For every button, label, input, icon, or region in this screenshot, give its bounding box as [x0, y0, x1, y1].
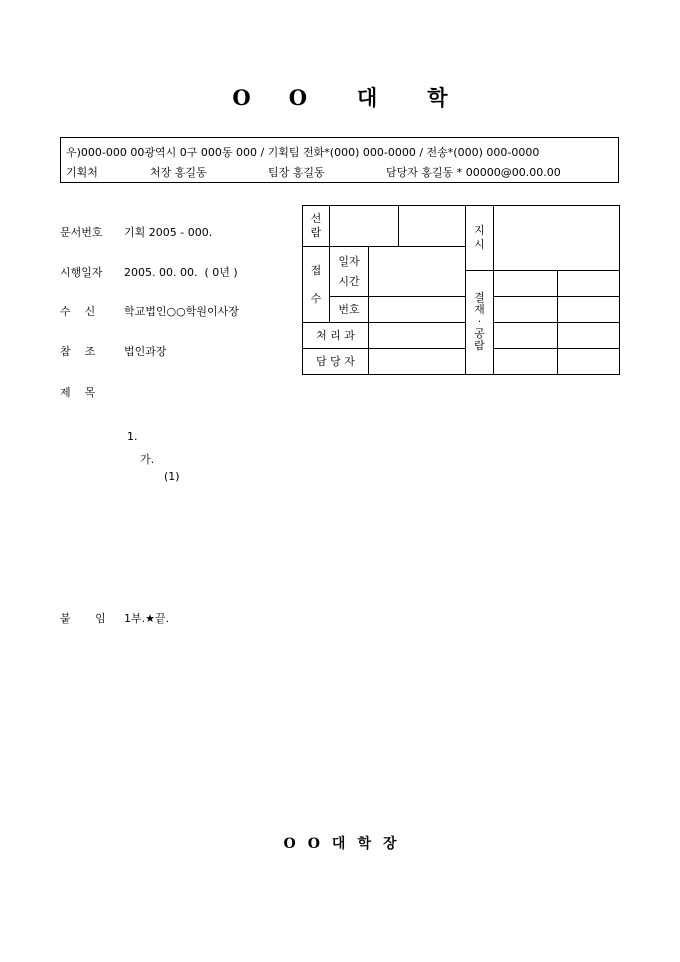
jisi-cell: 지 시 [466, 206, 494, 271]
gyeoljae-entry-3a[interactable] [494, 323, 558, 349]
cheori-entry[interactable] [369, 323, 466, 349]
contact-person: 담당자 홍길동 * 00000@00.00.00 [386, 166, 561, 179]
approval-table [302, 205, 620, 375]
closing-char: 대 [331, 836, 346, 852]
attachment-value: 1부.★끝. [124, 612, 170, 625]
director-name: 처장 홍길동 [150, 166, 207, 179]
gyeoljae-entry-2b[interactable] [558, 297, 620, 323]
doc-number-label: 문서번호 [60, 226, 103, 239]
ilja-sigan-entry[interactable] [369, 247, 466, 297]
gyeoljae-entry-4a[interactable] [494, 349, 558, 375]
office-name: 기획처 [66, 166, 98, 179]
gyeoljae-cell: 결 재 · 공 람 [466, 271, 494, 375]
team-leader-name: 팀장 홍길동 [268, 166, 325, 179]
date-label: 시행일자 [60, 266, 103, 279]
doc-number-value: 기획 2005 - 000. [124, 226, 213, 239]
closing-signature [0, 833, 680, 853]
jisi-entry[interactable] [494, 206, 620, 271]
closing-char: O [283, 836, 296, 852]
body-item-2: 가. [140, 453, 155, 466]
gyeoljae-entry-2a[interactable] [494, 297, 558, 323]
cheori-cell: 처 리 과 [303, 323, 369, 349]
body-item-1: 1. [127, 430, 138, 443]
seonram-cell: 선 람 [303, 206, 330, 247]
damdang-cell: 담 당 자 [303, 349, 369, 375]
damdang-entry[interactable] [369, 349, 466, 375]
beonho-entry[interactable] [369, 297, 466, 323]
title-char: O [232, 85, 251, 110]
date-value: 2005. 00. 00. ( 0년 ) [124, 266, 238, 279]
gyeoljae-entry-1a[interactable] [494, 271, 558, 297]
closing-char: O [307, 836, 320, 852]
beonho-cell: 번호 [330, 297, 369, 323]
attachment-label: 붙 임 [60, 612, 106, 625]
ilja-sigan-cell: 일자 시간 [330, 247, 369, 297]
closing-char: 학 [357, 836, 371, 852]
closing-char: 장 [382, 836, 397, 852]
reference-label: 참 조 [60, 345, 96, 358]
title-char: O [288, 85, 307, 110]
document-title [0, 82, 680, 112]
title-char: 학 [427, 85, 448, 110]
reference-value: 법인과장 [124, 345, 167, 358]
seonram-entry-a[interactable] [330, 206, 399, 247]
body-item-3: (1) [164, 470, 180, 483]
subject-label: 제 목 [60, 386, 96, 399]
title-char: 대 [357, 85, 378, 110]
gyeoljae-entry-4b[interactable] [558, 349, 620, 375]
seonram-entry-b[interactable] [399, 206, 466, 247]
recipient-label: 수 신 [60, 305, 96, 318]
recipient-value: 학교법인○○학원이사장 [124, 305, 239, 318]
gyeoljae-entry-3b[interactable] [558, 323, 620, 349]
gyeoljae-entry-1b[interactable] [558, 271, 620, 297]
jeopsu-cell: 접 수 [303, 247, 330, 323]
letterhead-address: 우)000-000 00광역시 0구 000동 000 / 기획팀 전화*(000) 000-0000 / 전송*(000) 000-0000 [66, 146, 540, 159]
